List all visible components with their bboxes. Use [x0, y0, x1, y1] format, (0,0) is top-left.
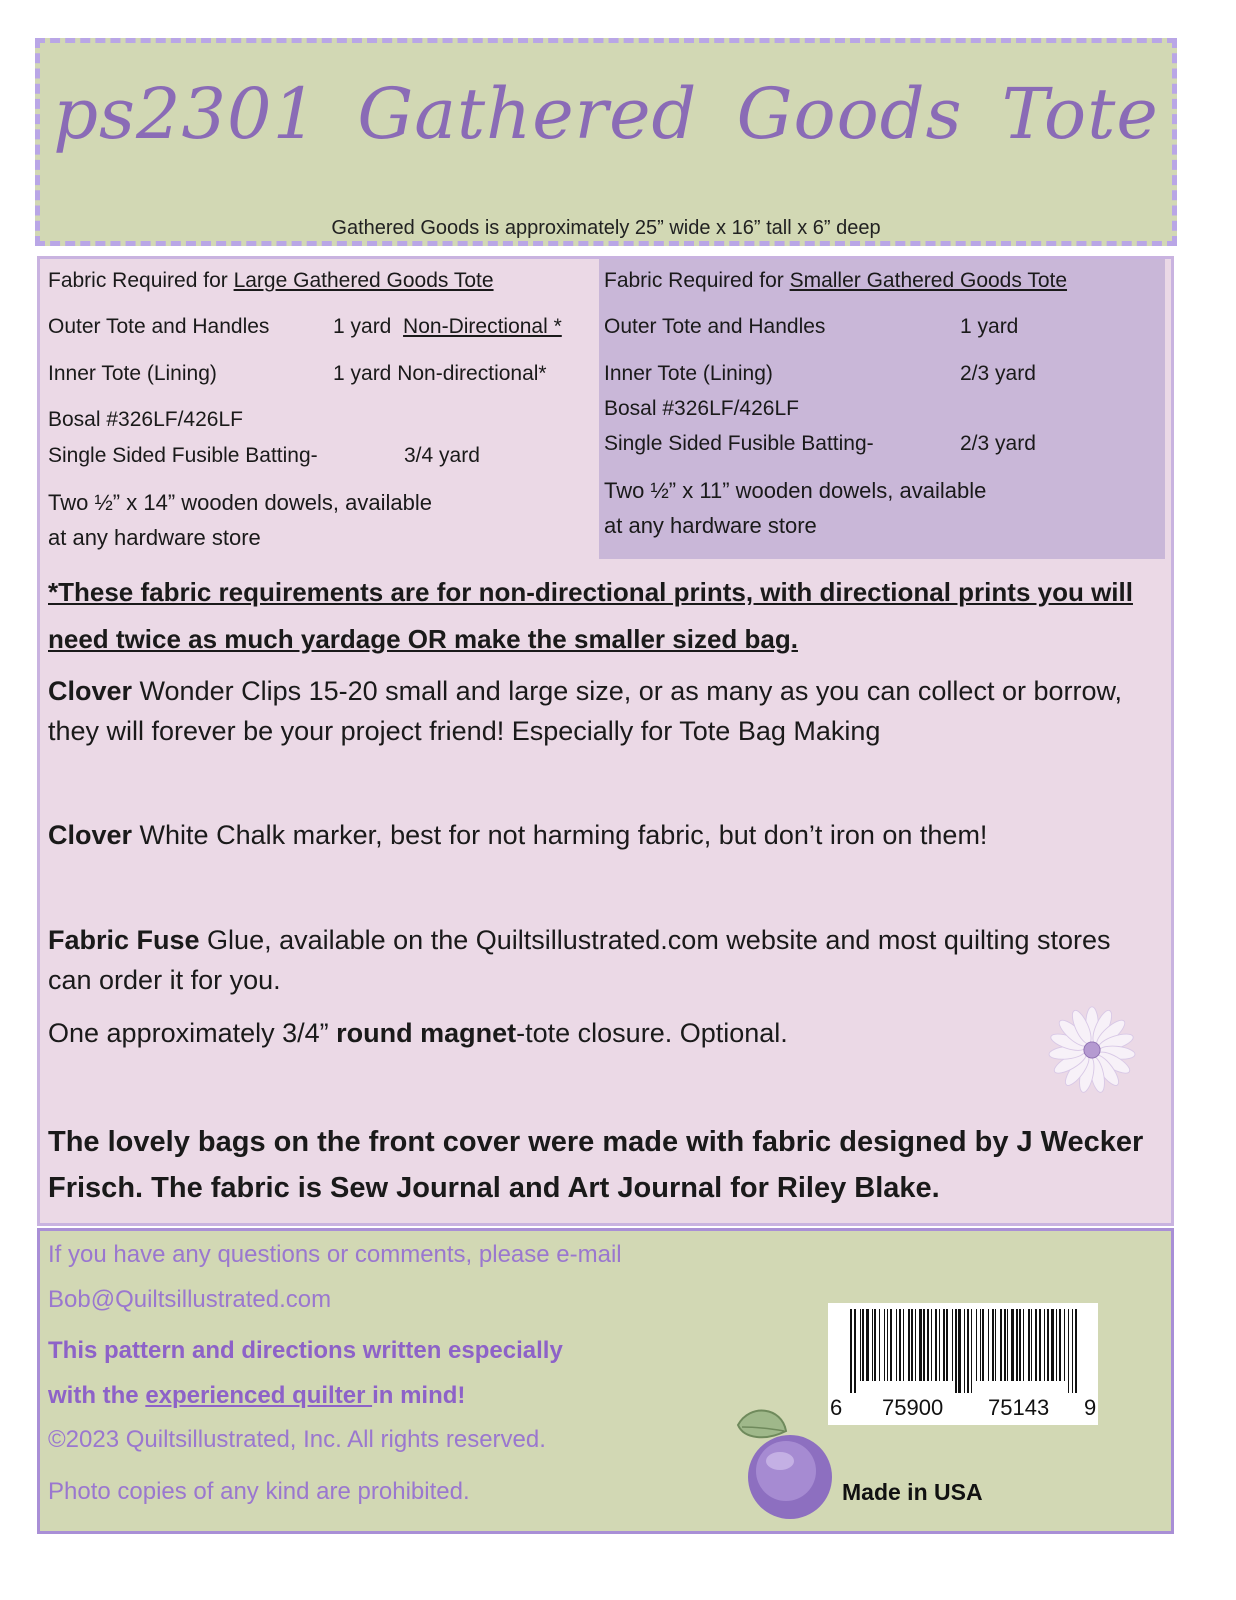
footer-section — [37, 1228, 1174, 1534]
chalk-marker-note: Clover White Chalk marker, best for not harming fabric, but don’t iron on them! — [48, 820, 988, 850]
contact-email[interactable]: Bob@Quiltsillustrated.com — [48, 1286, 332, 1313]
large-batting-label: Single Sided Fusible Batting- — [48, 444, 318, 467]
large-dowels-line2: at any hardware store — [48, 525, 261, 550]
large-outer-label: Outer Tote and Handles — [48, 315, 270, 338]
large-inner-label: Inner Tote (Lining) — [48, 362, 217, 385]
plum-logo-icon — [720, 1397, 850, 1527]
barcode-digits-left: 75900 — [882, 1395, 944, 1420]
tote-dimensions: Gathered Goods is approximately 25” wide x 16” tall x 6” deep — [331, 217, 881, 239]
large-bosal: Bosal #326LF/426LF — [48, 408, 243, 431]
fabric-credit: The lovely bags on the front cover were made with fabric designed by J Wecker Frisch. The fabric is Sew Journal and Art Journal for Riley Blake. — [48, 1126, 1144, 1204]
requirements-section — [37, 256, 1174, 1226]
barcode-digit-lead: 6 — [830, 1395, 843, 1420]
small-inner-label: Inner Tote (Lining) — [604, 362, 773, 385]
small-inner-qty: 2/3 yard — [960, 362, 1036, 385]
small-bosal: Bosal #326LF/426LF — [604, 397, 799, 420]
barcode-digit-check: 9 — [1084, 1395, 1097, 1420]
small-batting-qty: 2/3 yard — [960, 432, 1036, 455]
pattern-note-line2: with the experienced quilter in mind! — [48, 1382, 466, 1409]
large-dowels-line1: Two ½” x 14” wooden dowels, available — [48, 490, 432, 515]
small-dowels-line1: Two ½” x 11” wooden dowels, available — [604, 478, 987, 503]
small-outer-qty: 1 yard — [960, 315, 1019, 338]
large-batting-qty: 3/4 yard — [404, 444, 480, 467]
directional-prints-note: *These fabric requirements are for non-directional prints, with directional prints you will need twice as much yardage OR make the smaller sized bag. — [48, 577, 1133, 654]
barcode-bars — [850, 1309, 1078, 1393]
small-batting-label: Single Sided Fusible Batting- — [604, 432, 874, 455]
made-in-usa: Made in USA — [842, 1479, 983, 1505]
small-tote-heading: Fabric Required for Smaller Gathered Goods Tote — [604, 269, 1068, 292]
barcode — [828, 1303, 1098, 1425]
copyright-text: ©2023 Quiltsillustrated, Inc. All rights reserved. — [48, 1426, 546, 1453]
daisy-flower-icon — [1047, 1005, 1137, 1095]
small-dowels-line2: at any hardware store — [604, 513, 817, 538]
fabric-fuse-note: Fabric Fuse Glue, available on the Quiltsillustrated.com website and most quilting stores can order it for you. — [48, 925, 1111, 995]
large-tote-heading: Fabric Required for Large Gathered Goods Tote — [48, 269, 494, 292]
large-inner-qty: 1 yard Non-directional* — [333, 362, 547, 385]
small-outer-label: Outer Tote and Handles — [604, 315, 826, 338]
page-title: ps2301 Gathered Goods Tote — [53, 73, 1159, 155]
large-outer-qty: 1 yard Non-Directional * — [333, 315, 562, 338]
header-banner — [35, 38, 1177, 246]
wonder-clips-note: Clover Wonder Clips 15-20 small and large size, or as many as you can collect or borrow, they will forever be your project friend! Especially for Tote Bag Making — [48, 676, 1123, 746]
barcode-digits-right: 75143 — [988, 1395, 1050, 1420]
photocopy-notice: Photo copies of any kind are prohibited. — [48, 1478, 470, 1505]
pattern-note-line1: This pattern and directions written especially — [48, 1337, 563, 1364]
questions-text: If you have any questions or comments, please e-mail — [48, 1241, 622, 1268]
magnet-closure-note: One approximately 3/4” round magnet-tote closure. Optional. — [48, 1018, 788, 1048]
